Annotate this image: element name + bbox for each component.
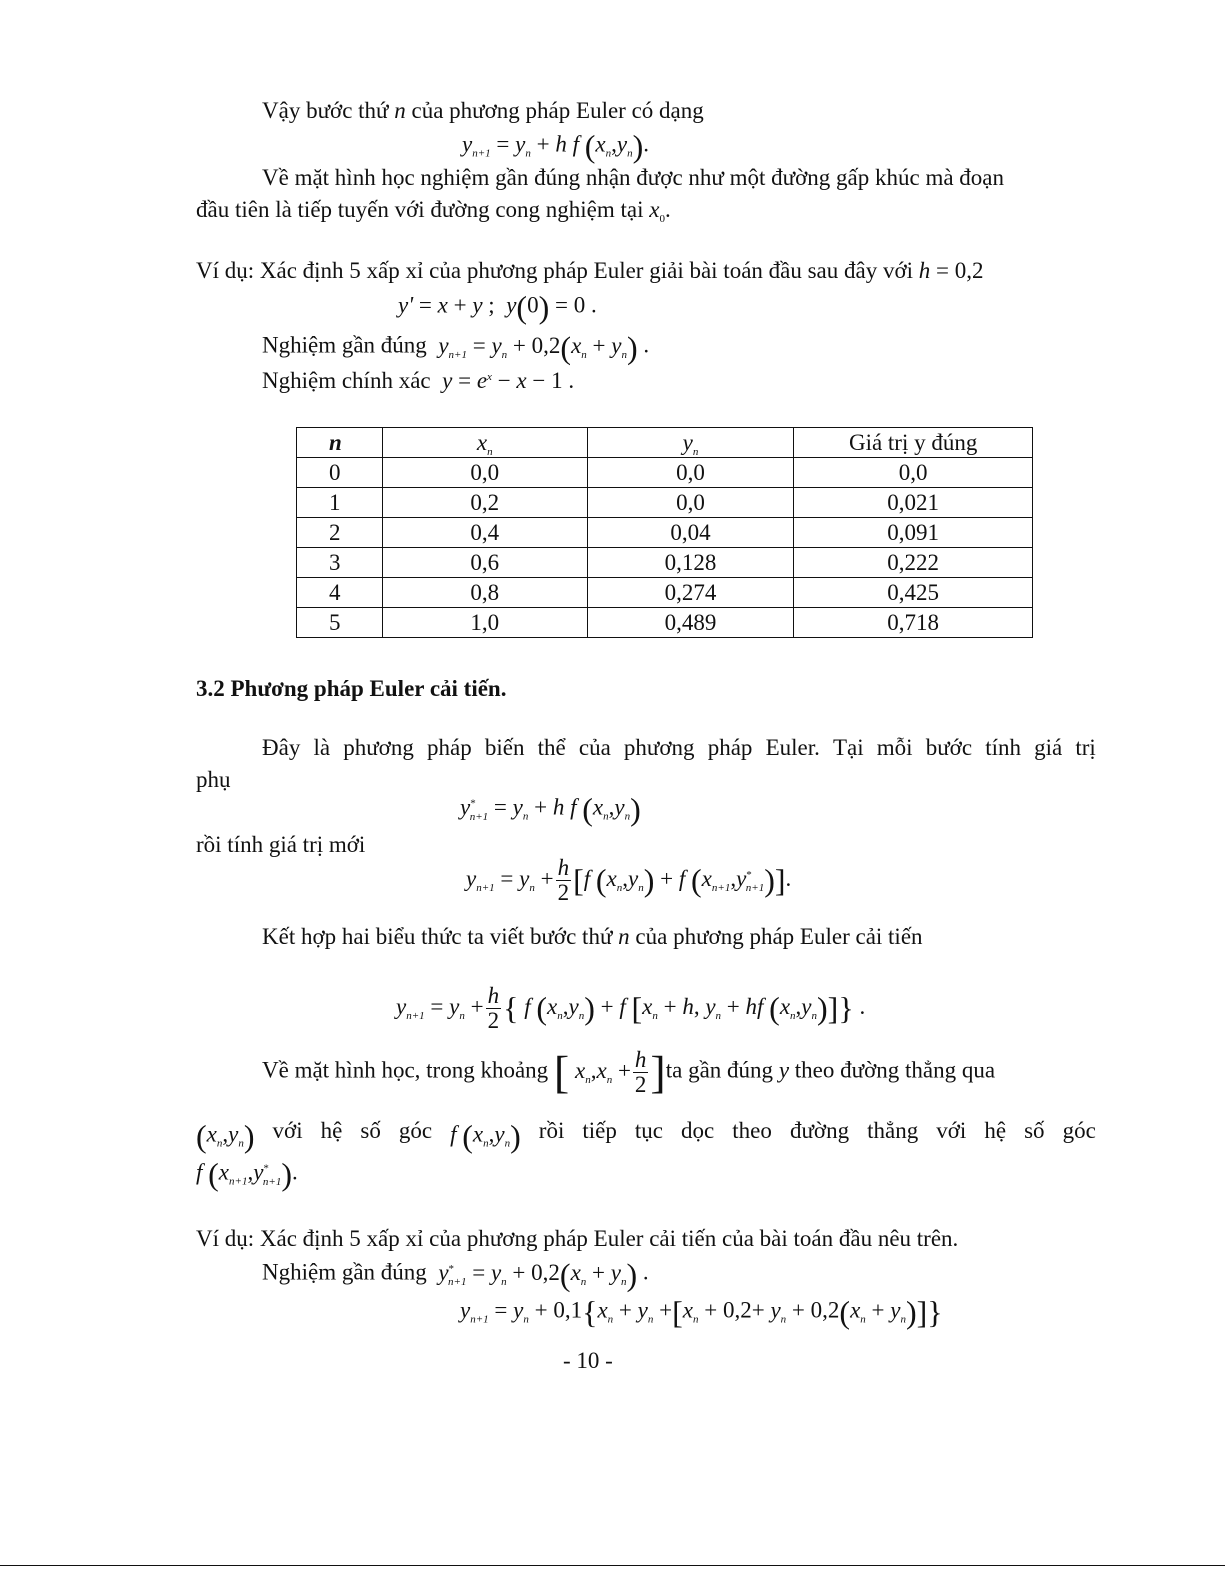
table-row: 2 0,4 0,04 0,091 [297, 518, 1033, 548]
geometry-paragraph-line-2: $(x_n,y_n)$ với hệ số góc f $(x_n,y_n)$ rồi tiếp tục dọc theo đường thẳng với hệ số góc [196, 1118, 1096, 1154]
paragraph-word: pháp [707, 735, 753, 760]
section-paragraph-1 [262, 735, 1096, 761]
header-n: n [297, 428, 383, 458]
table-row: 1 0,2 0,0 0,021 [297, 488, 1033, 518]
intro-line-1: Vậy bước thứ n của phương pháp Euler có dạng [262, 98, 704, 123]
combine-line: Kết hợp hai biểu thức ta viết bước thứ n của phương pháp Euler cải tiến [262, 924, 923, 949]
table-row: 4 0,8 0,274 0,425 [297, 578, 1033, 608]
paragraph-word: thể [537, 735, 566, 760]
formula-improved-euler: $y_{n+1} = y_n$ + $\frac{h}{2}$ { f $(x_n,y_n) + f$ [$x_n + h$, $y_n$ + hf $(x_n,y_n)$]} . [396, 983, 866, 1034]
header-xn: $x_n$ [382, 428, 587, 458]
example2-formula: $y_{n+1} = y_n + 0,1\{x_n + y_n +[x_n + 0,2+ y_n + 0,2(x_n + y_n)]\}$ [460, 1294, 943, 1330]
paragraph-word: mỗi [876, 735, 913, 760]
geometry-paragraph-line-3: f $(x_{n+1},y^*_{n+1})$. [196, 1156, 298, 1192]
geometry-line-1: Về mặt hình học nghiệm gần đúng nhận được như một đường gấp khúc mà đoạn [262, 165, 1004, 190]
header-exact: Giá trị y đúng [794, 428, 1033, 458]
formula-predictor: $y^*_{n+1} = y_n + h$ f $(x_n,y_n)$ [460, 791, 641, 827]
section-heading: 3.2 Phương pháp Euler cải tiến. [196, 676, 507, 701]
paragraph-word: của [578, 735, 611, 760]
header-yn: $y_n$ [587, 428, 794, 458]
example2-prompt: Ví dụ: Xác định 5 xấp xỉ của phương pháp Euler cải tiến của bài toán đầu nêu trên. [196, 1226, 959, 1251]
paragraph-word: phương [343, 735, 414, 760]
formula-corrector: $y_{n+1} = y_n$ + $\frac{h}{2}$ [f $(x_n,y_n) + f$ $(x_{n+1},y^*_{n+1})$]. [466, 855, 792, 906]
section-paragraph-1-end: phụ [196, 767, 231, 792]
paragraph-word: pháp [427, 735, 472, 760]
paragraph-word: giá [1034, 735, 1063, 760]
table-row: 0 0,0 0,0 0,0 [297, 458, 1033, 488]
example1-ode: y' = x + y ; y(0) = 0 . [398, 289, 597, 325]
geometry-line-2: đầu tiên là tiếp tuyến với đường cong nghiệm tại $x_0$. [196, 197, 671, 225]
then-text: rồi tính giá trị mới [196, 832, 366, 857]
paragraph-word: là [313, 735, 331, 760]
table-header-row [297, 428, 1033, 458]
bottom-divider [0, 1565, 1225, 1566]
example1-approx: Nghiệm gần đúng $y_{n+1} = y_n + 0,2(x_n + y_n)$ . [262, 329, 650, 365]
paragraph-word: trị [1075, 735, 1096, 760]
paragraph-word: tính [985, 735, 1021, 760]
var-n: n [394, 98, 406, 123]
example1-prompt: Ví dụ: Xác định 5 xấp xỉ của phương pháp Euler giải bài toán đầu sau đây với h = 0,2 [196, 258, 984, 283]
example1-exact: Nghiệm chính xác $y = e^x - x - 1$ . [262, 368, 575, 393]
paragraph-word: Đây [262, 735, 301, 760]
geometry-paragraph-line-1: Về mặt hình học, trong khoảng [ $x_n,x_n$ + $\frac{h}{2}$ ]ta gần đúng y theo đường thẳng qua [262, 1046, 996, 1097]
example2-approx: Nghiệm gần đúng $y^*_{n+1} = y_n + 0,2(x_n + y_n)$ . [262, 1256, 649, 1292]
page-number: - 10 - [563, 1348, 613, 1373]
paragraph-word: Euler. [765, 735, 820, 760]
paragraph-word: bước [925, 735, 973, 760]
paragraph-word: Tại [833, 735, 864, 760]
table-row: 3 0,6 0,128 0,222 [297, 548, 1033, 578]
table-row: 5 1,0 0,489 0,718 [297, 608, 1033, 638]
euler-results-table [296, 427, 1033, 638]
paragraph-word: biến [484, 735, 525, 760]
formula-euler-step: $y_{n+1} = y_n + h$ f $(x_n,y_n)$. [462, 128, 649, 164]
paragraph-word: phương [623, 735, 695, 760]
